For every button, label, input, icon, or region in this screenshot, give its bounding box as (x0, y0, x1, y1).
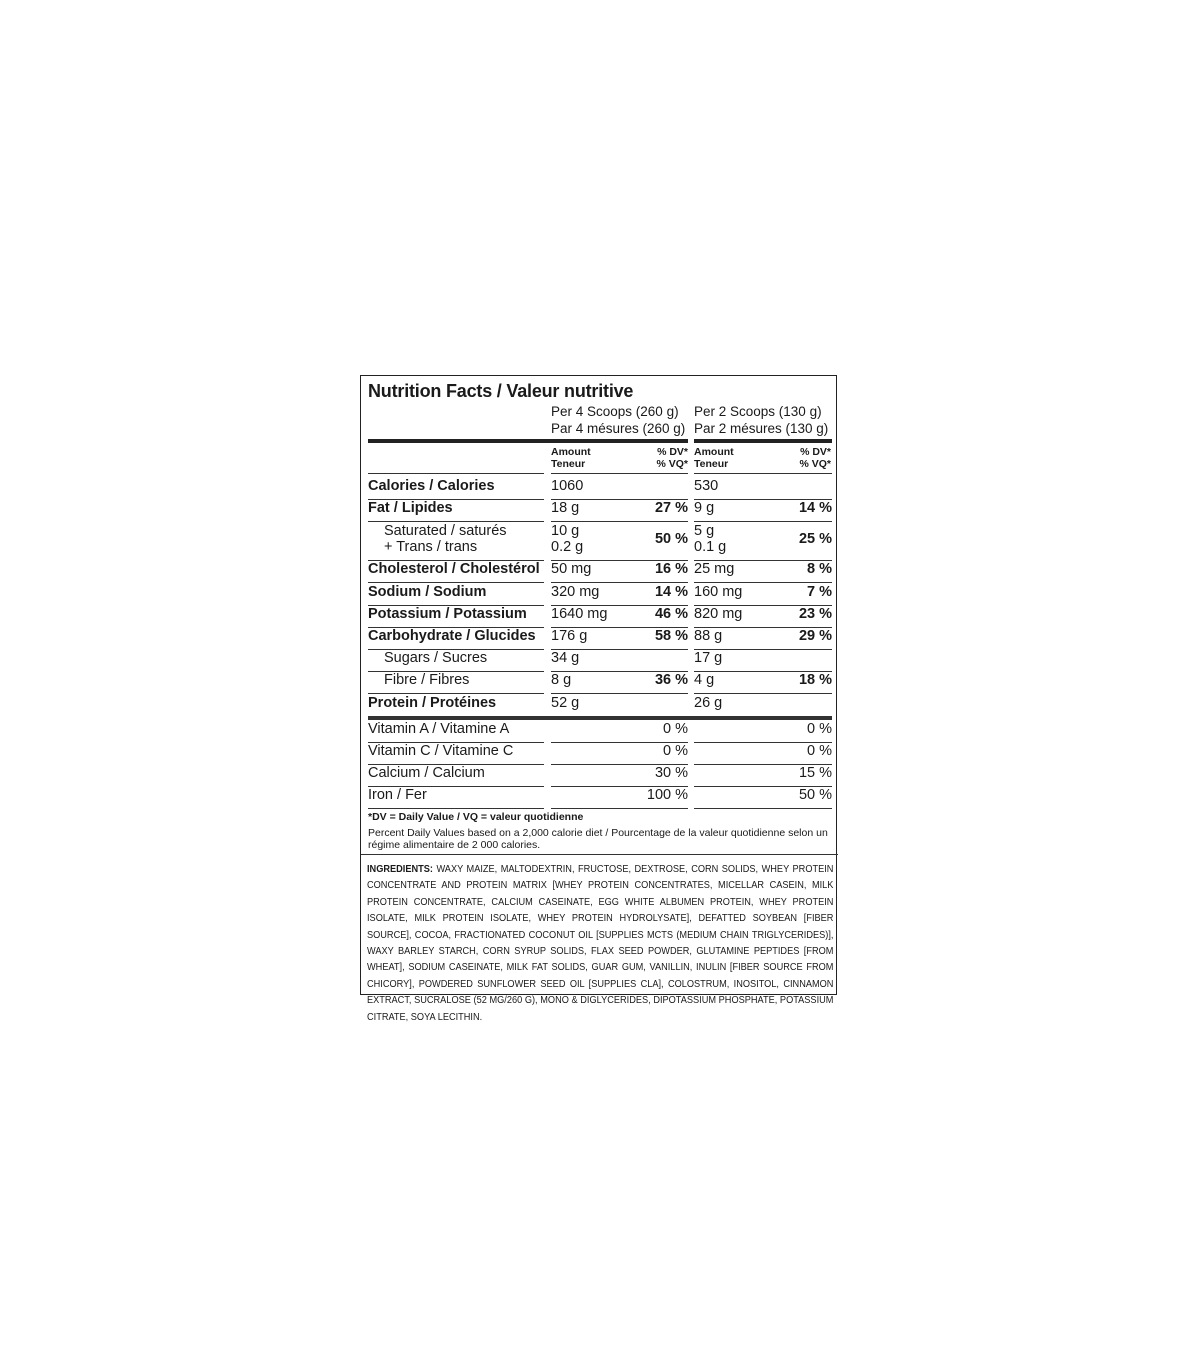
ingredients-divider (361, 854, 838, 855)
percent-dv-note: Percent Daily Values based on a 2,000 calorie diet / Pourcentage de la valeur quotidienne selon un régime alimentaire de 2 000 calories. (368, 827, 828, 851)
nutrient-name: Potassium / Potassium (368, 606, 527, 622)
dv-value-2: 50 % (798, 787, 832, 803)
nutrient-row (361, 649, 838, 671)
serving-size-1-en: Per 4 Scoops (260 g) (551, 404, 679, 419)
nutrient-name: Sugars / Sucres (384, 650, 488, 666)
serving-size-2-en: Per 2 Scoops (130 g) (694, 404, 822, 419)
dv-value-1: 30 % (654, 765, 688, 781)
amount-value-1: 34 g (551, 650, 580, 666)
nutrient-row (361, 560, 838, 582)
amount-value-2: 820 mg (694, 606, 743, 622)
nutrient-row (361, 694, 838, 716)
divider (694, 473, 832, 474)
nutrient-name: Calories / Calories (368, 478, 495, 494)
nutrient-name: Protein / Protéines (368, 695, 497, 711)
serving-size-1-fr: Par 4 mésures (260 g) (551, 421, 686, 436)
row-divider (368, 808, 544, 809)
amount-value-2: 160 mg (694, 584, 743, 600)
dv-value-1: 100 % (646, 787, 688, 803)
nutrient-row (361, 499, 838, 521)
dv-value-1: 58 % (654, 628, 688, 644)
amount-value-2: 26 g (694, 695, 723, 711)
amount-value-2: 17 g (694, 650, 723, 666)
nutrient-name: Iron / Fer (368, 787, 427, 803)
dv-value-1: 36 % (654, 672, 688, 688)
amount-value-2: 9 g (694, 500, 715, 516)
label-title: Nutrition Facts / Valeur nutritive (368, 381, 634, 401)
amount-value-1: 176 g (551, 628, 588, 644)
nutrient-row (361, 583, 838, 605)
dv-value-2: 25 % (798, 531, 832, 547)
dv-value-1: 16 % (654, 561, 688, 577)
dv-value-1: 0 % (663, 743, 688, 759)
amount-value-1: 50 mg (551, 561, 592, 577)
nutrient-row (361, 627, 838, 649)
dv-definition: *DV = Daily Value / VQ = valeur quotidienne (368, 811, 584, 823)
nutrient-name: Vitamin C / Vitamine C (368, 743, 514, 759)
amount-value-2: 88 g (694, 628, 723, 644)
amount-value-1: 8 g (551, 672, 572, 688)
dv-value-1: 50 % (654, 531, 688, 547)
amount-value-1: 1060 (551, 478, 584, 494)
thick-rule (368, 439, 688, 443)
nutrient-row (361, 605, 838, 627)
thick-rule (694, 439, 832, 443)
divider (551, 473, 688, 474)
nutrient-name: Fibre / Fibres (384, 672, 470, 688)
dv-value-1: 27 % (654, 500, 688, 516)
dv-value-2: 7 % (807, 584, 832, 600)
nutrient-name: Vitamin A / Vitamine A (368, 721, 510, 737)
dv-value-1: 14 % (654, 584, 688, 600)
divider (368, 473, 544, 474)
amount-header-1: Amount Teneur (551, 446, 591, 470)
amount-value-2: 25 mg (694, 561, 735, 577)
amount-value-2: 5 g 0.1 g (694, 523, 727, 555)
dv-header-1: % DV* % VQ* (656, 446, 688, 470)
vitamin-row (361, 742, 838, 764)
nutrient-row (361, 671, 838, 693)
vitamin-row (361, 720, 838, 742)
ingredients-list (367, 862, 833, 1026)
vitamin-row (361, 786, 838, 808)
nutrient-name: Carbohydrate / Glucides (368, 628, 536, 644)
nutrient-name: Saturated / saturés + Trans / trans (384, 523, 507, 555)
amount-value-1: 10 g 0.2 g (551, 523, 584, 555)
dv-value-2: 8 % (807, 561, 832, 577)
amount-value-2: 4 g (694, 672, 715, 688)
vitamin-row (361, 764, 838, 786)
nutrition-facts-label (360, 375, 837, 1023)
dv-value-2: 0 % (807, 721, 832, 737)
dv-value-1: 0 % (663, 721, 688, 737)
amount-value-1: 320 mg (551, 584, 600, 600)
dv-value-1: 46 % (654, 606, 688, 622)
serving-size-2 (694, 403, 828, 437)
amount-value-1: 1640 mg (551, 606, 608, 622)
amount-value-2: 530 (694, 478, 719, 494)
nutrient-name: Calcium / Calcium (368, 765, 485, 781)
nutrient-row (361, 522, 838, 560)
amount-value-1: 52 g (551, 695, 580, 711)
dv-value-2: 18 % (798, 672, 832, 688)
dv-value-2: 0 % (807, 743, 832, 759)
nutrient-name: Sodium / Sodium (368, 584, 487, 600)
nutrient-row (361, 477, 838, 499)
nutrient-name: Cholesterol / Cholestérol (368, 561, 540, 577)
nutrient-name: Fat / Lipides (368, 500, 453, 516)
ingredients-text: WAXY MAIZE, MALTODEXTRIN, FRUCTOSE, DEXTROSE, CORN SOLIDS, WHEY PROTEIN CONCENTRATE AND PROTEIN MATRIX [WHEY PROTEIN CONCENTRATES, MICELLAR CASEIN, MILK PROTEIN CONCENTRATE, CALCIUM CASEINATE, EGG WHITE ALBUMEN PROTEIN, WHEY PROTEIN ISOLATE, MILK PROTEIN ISOLATE, WHEY PROTEIN HYDROLYSATE], DEFATTED SOYBEAN [FIBER SOURCE], COCOA, FRACTIONATED COCONUT OIL [SUPPLIES MCTS (MEDIUM CHAIN TRIGLYCERIDES)], WAXY BARLEY STARCH, CORN SYRUP SOLIDS, FLAX SEED POWDER, GLUTAMINE PEPTIDES [FROM WHEAT], SODIUM CASEINATE, MILK FAT SOLIDS, GUAR GUM, VANILLIN, INULIN [FIBER SOURCE FROM CHICORY], POWDERED SUNFLOWER SEED OIL [SUPPLIES CLA], COLOSTRUM, INOSITOL, CINNAMON EXTRACT, SUCRALOSE (52 MG/260 G), MONO & DIGLYCERIDES, DIPOTASSIUM PHOSPHATE, POTASSIUM CITRATE, SOYA LECITHIN. (367, 864, 834, 1023)
dv-value-2: 29 % (798, 628, 832, 644)
row-divider (694, 808, 832, 809)
dv-value-2: 15 % (798, 765, 832, 781)
row-divider (551, 808, 688, 809)
amount-value-1: 18 g (551, 500, 580, 516)
serving-size-1 (551, 403, 685, 437)
ingredients-label: INGREDIENTS: (367, 864, 433, 875)
dv-value-2: 23 % (798, 606, 832, 622)
serving-size-2-fr: Par 2 mésures (130 g) (694, 421, 829, 436)
dv-header-2: % DV* % VQ* (799, 446, 831, 470)
amount-header-2: Amount Teneur (694, 446, 734, 470)
dv-value-2: 14 % (798, 500, 832, 516)
